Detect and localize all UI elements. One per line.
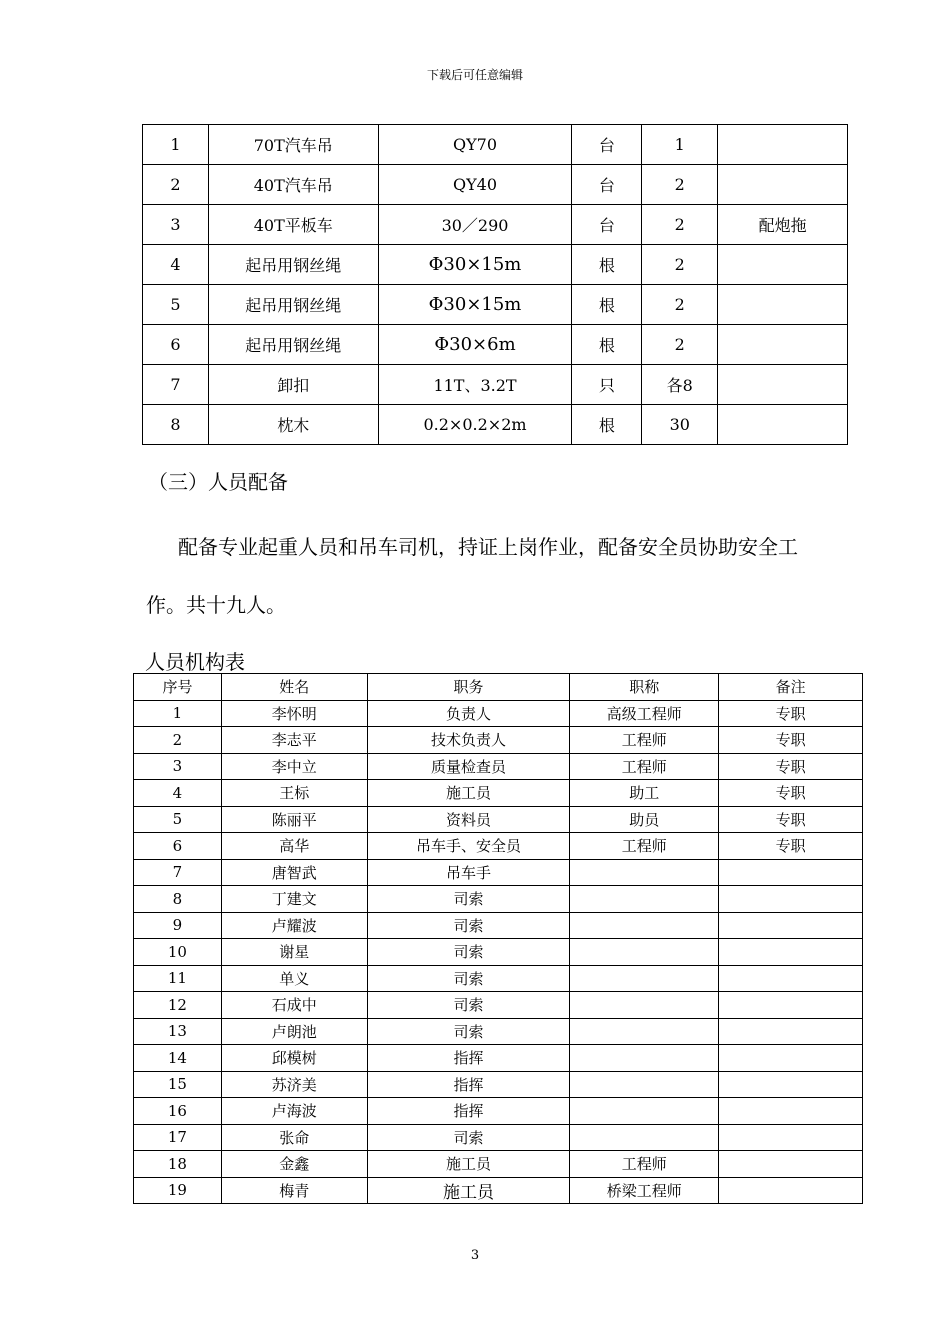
staff-cell: 16 [134, 1098, 222, 1125]
staff-cell: 司索 [367, 965, 570, 992]
staff-cell: 质量检查员 [367, 753, 570, 780]
staff-row [134, 1098, 863, 1125]
equipment-cell: 2 [642, 285, 718, 325]
staff-cell: 6 [134, 833, 222, 860]
staff-cell [570, 965, 719, 992]
equipment-row [143, 285, 848, 325]
staff-row [134, 992, 863, 1019]
equipment-cell: 枕木 [208, 405, 378, 445]
equipment-table [142, 124, 848, 445]
staff-cell: 工程师 [570, 1151, 719, 1178]
staff-cell: 8 [134, 886, 222, 913]
equipment-cell: 7 [143, 365, 209, 405]
staff-cell: 司索 [367, 939, 570, 966]
staff-cell: 专职 [719, 806, 863, 833]
staff-cell [570, 939, 719, 966]
staff-cell: 谢星 [221, 939, 367, 966]
staff-cell [719, 1045, 863, 1072]
staff-cell [719, 1177, 863, 1204]
staff-cell: 司索 [367, 886, 570, 913]
equipment-cell: 30／290 [378, 205, 572, 245]
staff-cell: 苏济美 [221, 1071, 367, 1098]
equipment-cell: 根 [572, 325, 642, 365]
equipment-cell: 0.2×0.2×2m [378, 405, 572, 445]
staff-cell: 施工员 [367, 780, 570, 807]
equipment-cell [718, 405, 848, 445]
staff-cell: 石成中 [221, 992, 367, 1019]
equipment-cell: 2 [642, 165, 718, 205]
staff-row [134, 1177, 863, 1204]
staff-row [134, 912, 863, 939]
staff-header-cell: 职称 [570, 674, 719, 701]
equipment-cell: 1 [642, 125, 718, 165]
staff-row [134, 939, 863, 966]
staff-cell: 司索 [367, 1124, 570, 1151]
staff-cell: 梅青 [221, 1177, 367, 1204]
staff-cell [570, 886, 719, 913]
staff-cell: 2 [134, 727, 222, 754]
equipment-cell [718, 325, 848, 365]
staff-cell: 李中立 [221, 753, 367, 780]
staff-row [134, 1045, 863, 1072]
staff-cell: 资料员 [367, 806, 570, 833]
staff-cell: 专职 [719, 833, 863, 860]
staff-cell [719, 1098, 863, 1125]
staff-cell [719, 912, 863, 939]
equipment-row [143, 125, 848, 165]
equipment-cell: 根 [572, 405, 642, 445]
equipment-cell: 台 [572, 165, 642, 205]
equipment-cell: QY40 [378, 165, 572, 205]
staff-cell: 桥梁工程师 [570, 1177, 719, 1204]
staff-cell: 助员 [570, 806, 719, 833]
staff-cell: 1 [134, 700, 222, 727]
staff-header-cell: 序号 [134, 674, 222, 701]
section-title: （三）人员配备 [148, 470, 288, 494]
staff-table [133, 673, 863, 1204]
staff-cell: 唐智武 [221, 859, 367, 886]
staff-cell: 专职 [719, 753, 863, 780]
equipment-cell: 台 [572, 125, 642, 165]
staff-row [134, 965, 863, 992]
page-header: 下载后可任意编辑 [426, 68, 523, 82]
staff-cell: 15 [134, 1071, 222, 1098]
staff-cell: 工程师 [570, 833, 719, 860]
staff-cell [719, 1124, 863, 1151]
staff-cell: 专职 [719, 700, 863, 727]
staff-cell: 司索 [367, 912, 570, 939]
equipment-cell: 2 [642, 205, 718, 245]
staff-cell: 工程师 [570, 727, 719, 754]
equipment-cell: 根 [572, 245, 642, 285]
staff-cell: 负责人 [367, 700, 570, 727]
equipment-cell [718, 125, 848, 165]
equipment-cell: 40T汽车吊 [208, 165, 378, 205]
staff-cell [570, 1098, 719, 1125]
staff-cell [719, 1151, 863, 1178]
equipment-cell: 70T汽车吊 [208, 125, 378, 165]
equipment-cell: Φ30×15m [378, 245, 572, 285]
staff-row [134, 806, 863, 833]
staff-cell [719, 1018, 863, 1045]
staff-header-cell: 备注 [719, 674, 863, 701]
staff-row [134, 833, 863, 860]
equipment-cell: 只 [572, 365, 642, 405]
staff-row [134, 859, 863, 886]
staff-cell: 吊车手、安全员 [367, 833, 570, 860]
page-number: 3 [470, 1248, 480, 1263]
staff-cell: 王标 [221, 780, 367, 807]
staff-cell: 5 [134, 806, 222, 833]
equipment-cell: 台 [572, 205, 642, 245]
staff-cell: 丁建文 [221, 886, 367, 913]
equipment-row [143, 205, 848, 245]
staff-table-title: 人员机构表 [145, 650, 245, 674]
equipment-cell: 起吊用钢丝绳 [208, 325, 378, 365]
staff-cell: 工程师 [570, 753, 719, 780]
staff-cell: 指挥 [367, 1098, 570, 1125]
staff-cell: 李志平 [221, 727, 367, 754]
staff-header-cell: 职务 [367, 674, 570, 701]
staff-cell [719, 886, 863, 913]
equipment-row [143, 165, 848, 205]
equipment-cell [718, 365, 848, 405]
staff-cell [570, 859, 719, 886]
staff-cell [570, 1045, 719, 1072]
staff-cell: 11 [134, 965, 222, 992]
equipment-cell: 4 [143, 245, 209, 285]
staff-row [134, 780, 863, 807]
staff-cell: 卢耀波 [221, 912, 367, 939]
staff-header-row [134, 674, 863, 701]
equipment-cell: 5 [143, 285, 209, 325]
staff-cell: 助工 [570, 780, 719, 807]
staff-cell: 专职 [719, 727, 863, 754]
staff-cell: 高级工程师 [570, 700, 719, 727]
staff-cell [570, 1124, 719, 1151]
equipment-cell: 配炮拖 [718, 205, 848, 245]
equipment-cell: 6 [143, 325, 209, 365]
staff-cell: 13 [134, 1018, 222, 1045]
equipment-cell: 8 [143, 405, 209, 445]
staff-cell: 陈丽平 [221, 806, 367, 833]
equipment-cell [718, 285, 848, 325]
staff-row [134, 1071, 863, 1098]
equipment-cell: 40T平板车 [208, 205, 378, 245]
staff-row [134, 1124, 863, 1151]
staff-cell [570, 912, 719, 939]
equipment-cell: 1 [143, 125, 209, 165]
staff-cell: 高华 [221, 833, 367, 860]
staff-cell: 指挥 [367, 1045, 570, 1072]
equipment-cell: 卸扣 [208, 365, 378, 405]
staff-cell: 卢朗池 [221, 1018, 367, 1045]
staff-cell: 李怀明 [221, 700, 367, 727]
equipment-cell: 起吊用钢丝绳 [208, 285, 378, 325]
staff-cell: 吊车手 [367, 859, 570, 886]
equipment-cell: 2 [642, 245, 718, 285]
equipment-cell: 根 [572, 285, 642, 325]
staff-cell: 9 [134, 912, 222, 939]
staffing-paragraph: 配备专业起重人员和吊车司机，持证上岗作业，配备安全员协助安全工作。共十九人。 [146, 535, 798, 617]
equipment-cell: 2 [642, 325, 718, 365]
staff-cell: 4 [134, 780, 222, 807]
equipment-cell: 30 [642, 405, 718, 445]
equipment-cell: Φ30×15m [378, 285, 572, 325]
equipment-cell [718, 245, 848, 285]
equipment-row [143, 365, 848, 405]
staff-cell [719, 992, 863, 1019]
staff-cell: 12 [134, 992, 222, 1019]
staff-cell: 司索 [367, 992, 570, 1019]
staff-cell: 19 [134, 1177, 222, 1204]
staff-cell: 单义 [221, 965, 367, 992]
equipment-cell: 11T、3.2T [378, 365, 572, 405]
staff-cell: 14 [134, 1045, 222, 1072]
staff-cell: 技术负责人 [367, 727, 570, 754]
staff-cell [719, 859, 863, 886]
staff-cell: 邱模树 [221, 1045, 367, 1072]
staff-cell [719, 1071, 863, 1098]
staff-cell: 卢海波 [221, 1098, 367, 1125]
staff-cell [570, 1018, 719, 1045]
staff-row [134, 727, 863, 754]
staff-cell: 18 [134, 1151, 222, 1178]
staff-cell: 施工员 [367, 1177, 570, 1204]
staff-cell: 专职 [719, 780, 863, 807]
staff-cell [570, 992, 719, 1019]
staff-cell: 3 [134, 753, 222, 780]
staff-cell: 施工员 [367, 1151, 570, 1178]
equipment-row [143, 405, 848, 445]
staff-row [134, 1018, 863, 1045]
staff-cell [719, 965, 863, 992]
staff-cell: 10 [134, 939, 222, 966]
staff-cell: 17 [134, 1124, 222, 1151]
staff-row [134, 753, 863, 780]
staff-row [134, 886, 863, 913]
staff-row [134, 1151, 863, 1178]
equipment-cell: 2 [143, 165, 209, 205]
staff-cell: 金鑫 [221, 1151, 367, 1178]
equipment-cell: 各8 [642, 365, 718, 405]
staff-cell: 7 [134, 859, 222, 886]
equipment-cell: 3 [143, 205, 209, 245]
staff-cell: 指挥 [367, 1071, 570, 1098]
equipment-cell [718, 165, 848, 205]
staff-cell [719, 939, 863, 966]
staff-cell: 司索 [367, 1018, 570, 1045]
staff-header-cell: 姓名 [221, 674, 367, 701]
equipment-cell: 起吊用钢丝绳 [208, 245, 378, 285]
staff-cell [570, 1071, 719, 1098]
equipment-cell: QY70 [378, 125, 572, 165]
equipment-row [143, 245, 848, 285]
staff-row [134, 700, 863, 727]
equipment-cell: Φ30×6m [378, 325, 572, 365]
equipment-row [143, 325, 848, 365]
staff-cell: 张命 [221, 1124, 367, 1151]
